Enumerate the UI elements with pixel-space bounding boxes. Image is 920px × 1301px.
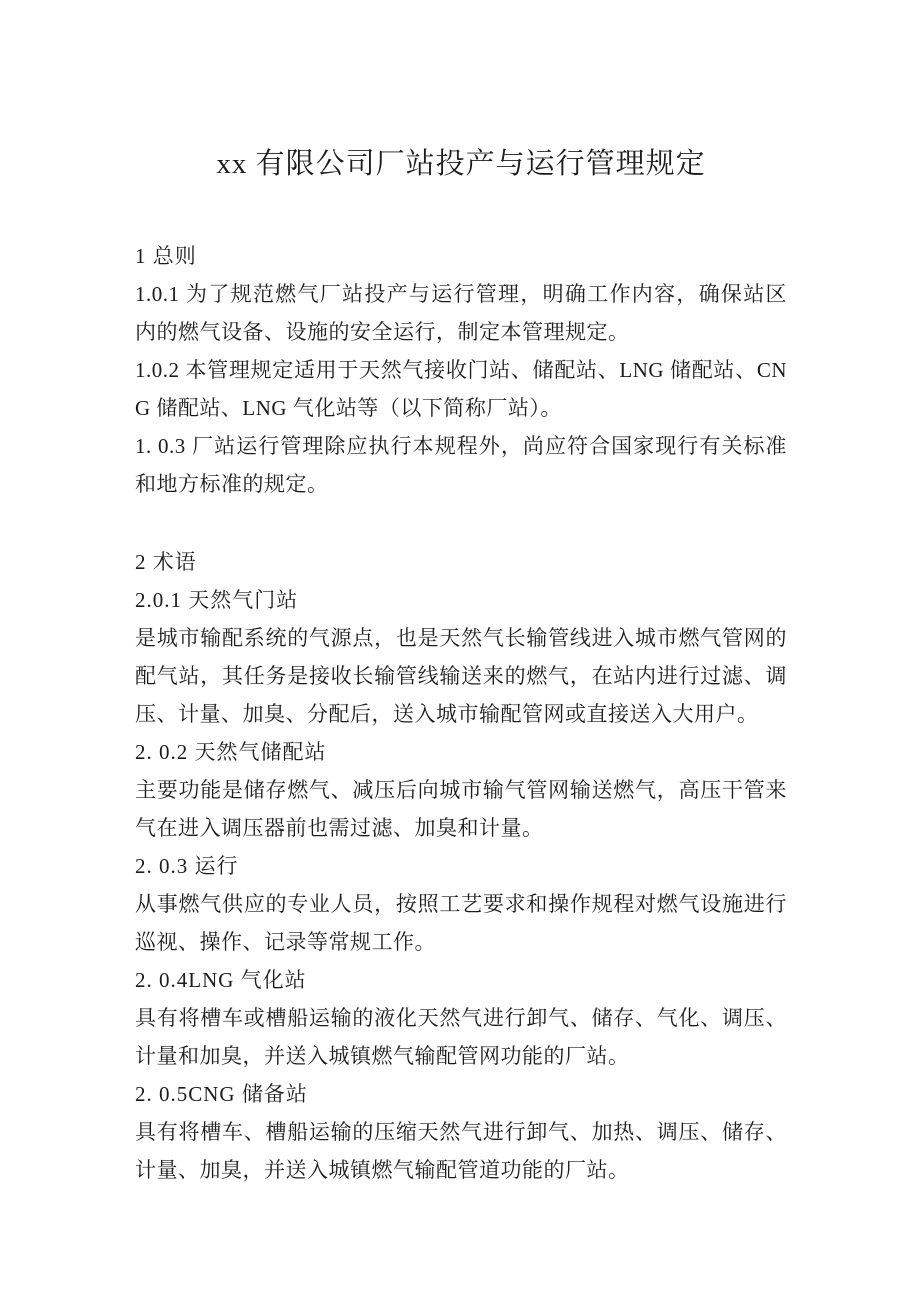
definition-2-0-3: 从事燃气供应的专业人员，按照工艺要求和操作规程对燃气设施进行巡视、操作、记录等常规工作。 <box>135 892 787 954</box>
term-2-0-1: 2.0.1 天然气门站 <box>135 588 299 612</box>
section-general-rules <box>135 237 787 503</box>
term-2-0-4: 2. 0.4LNG 气化站 <box>135 968 307 992</box>
clause-1-0-1: 1.0.1 为了规范燃气厂站投产与运行管理，明确工作内容，确保站区内的燃气设备、设施的安全运行，制定本管理规定。 <box>135 282 787 344</box>
term-2-0-2: 2. 0.2 天然气储配站 <box>135 740 327 764</box>
definition-2-0-1: 是城市输配系统的气源点，也是天然气长输管线进入城市燃气管网的配气站，其任务是接收长输管线输送来的燃气，在站内进行过滤、调压、计量、加臭、分配后，送入城市输配管网或直接送入大用户。 <box>135 626 787 726</box>
section-1-heading: 1 总则 <box>135 244 197 268</box>
definition-2-0-2: 主要功能是储存燃气、减压后向城市输气管网输送燃气，高压干管来气在进入调压器前也需过滤、加臭和计量。 <box>135 778 787 840</box>
clause-1-0-3: 1. 0.3 厂站运行管理除应执行本规程外，尚应符合国家现行有关标准和地方标准的规定。 <box>135 434 787 496</box>
term-2-0-3: 2. 0.3 运行 <box>135 854 239 878</box>
definition-2-0-5: 具有将槽车、槽船运输的压缩天然气进行卸气、加热、调压、储存、计量、加臭，并送入城镇燃气输配管道功能的厂站。 <box>135 1120 787 1182</box>
document-title-text: xx 有限公司厂站投产与运行管理规定 <box>216 148 706 180</box>
document-title <box>135 143 787 185</box>
clause-1-0-2: 1.0.2 本管理规定适用于天然气接收门站、储配站、LNG 储配站、CNG 储配站、LNG 气化站等（以下简称厂站）。 <box>135 358 787 420</box>
section-2-heading: 2 术语 <box>135 550 197 574</box>
term-2-0-5: 2. 0.5CNG 储备站 <box>135 1082 308 1106</box>
definition-2-0-4: 具有将槽车或槽船运输的液化天然气进行卸气、储存、气化、调压、计量和加臭，并送入城镇燃气输配管网功能的厂站。 <box>135 1006 787 1068</box>
section-terminology <box>135 543 787 1189</box>
